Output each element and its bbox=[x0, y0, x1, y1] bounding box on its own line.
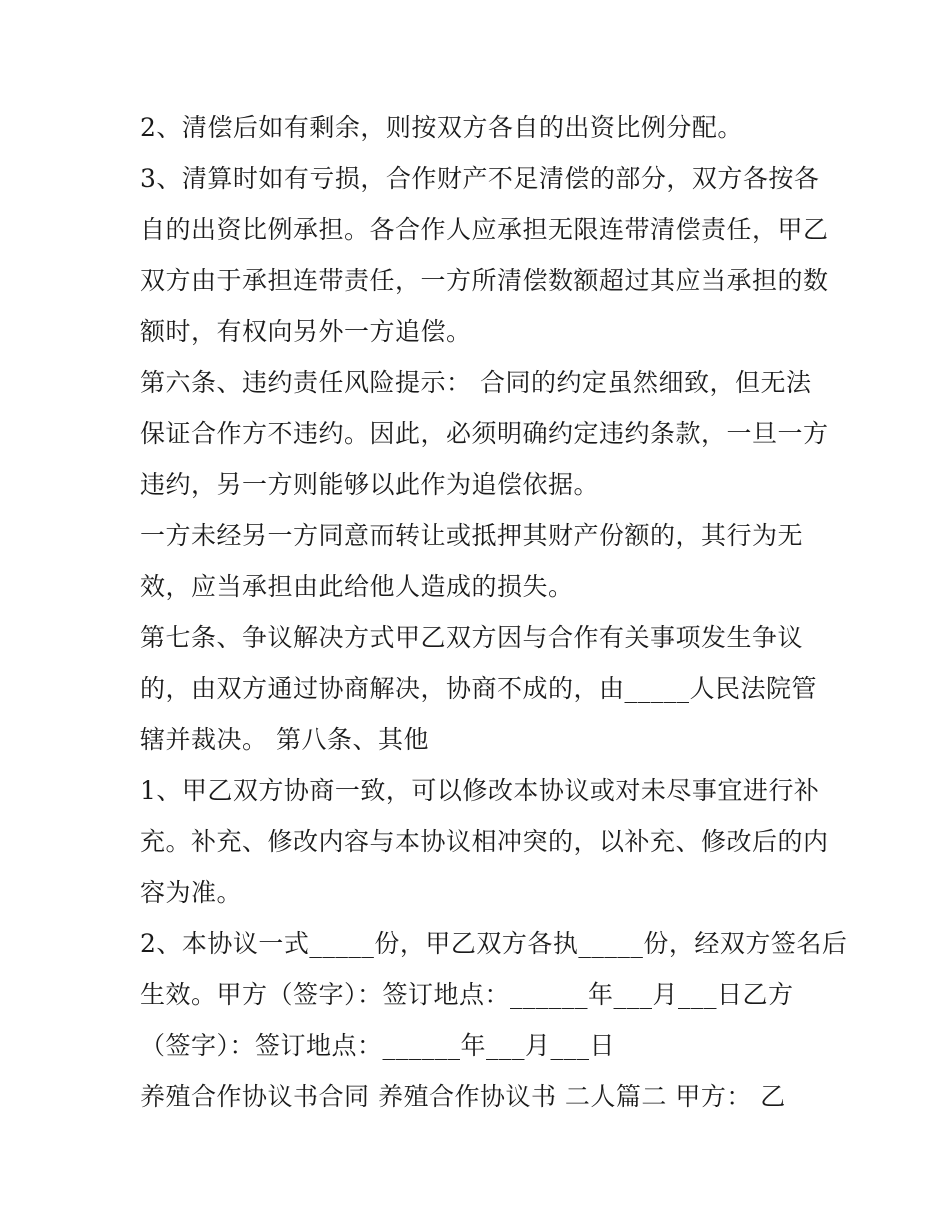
text-line: 充。补充、修改内容与本协议相冲突的，以补充、修改后的内 bbox=[140, 827, 829, 856]
text-line: 辖并裁决。 第八条、其他 bbox=[140, 725, 429, 754]
text-line: 效，应当承担由此给他人造成的损失。 bbox=[140, 572, 574, 601]
text-line: 3、清算时如有亏损，合作财产不足清偿的部分，双方各按各 bbox=[140, 164, 820, 193]
text-line: 养殖合作协议书合同 养殖合作协议书 二人篇二 甲方： 乙 bbox=[140, 1082, 786, 1111]
text-line: 1、甲乙双方协商一致，可以修改本协议或对未尽事宜进行补 bbox=[140, 776, 820, 805]
text-line: 的，由双方通过协商解决，协商不成的，由_____人民法院管 bbox=[140, 674, 818, 703]
text-line: 保证合作方不违约。因此，必须明确约定违约条款，一旦一方 bbox=[140, 419, 829, 448]
text-line: （签字）：签订地点：______年___月___日 bbox=[140, 1031, 616, 1060]
text-line: 第六条、违约责任风险提示： 合同的约定虽然细致，但无法 bbox=[140, 368, 812, 397]
text-line: 生效。甲方（签字）：签订地点：______年___月___日乙方 bbox=[140, 980, 794, 1009]
text-line: 双方由于承担连带责任，一方所清偿数额超过其应当承担的数 bbox=[140, 266, 829, 295]
text-line: 一方未经另一方同意而转让或抵押其财产份额的，其行为无 bbox=[140, 521, 804, 550]
text-line: 额时，有权向另外一方追偿。 bbox=[140, 317, 472, 346]
text-line: 容为准。 bbox=[140, 878, 243, 907]
text-line: 第七条、争议解决方式甲乙双方因与合作有关事项发生争议 bbox=[140, 623, 804, 652]
text-line: 自的出资比例承担。各合作人应承担无限连带清偿责任，甲乙 bbox=[140, 215, 829, 244]
text-line: 2、清偿后如有剩余，则按双方各自的出资比例分配。 bbox=[140, 113, 743, 142]
text-line: 违约，另一方则能够以此作为追偿依据。 bbox=[140, 470, 600, 499]
text-line: 2、本协议一式_____份，甲乙双方各执_____份，经双方签名后 bbox=[140, 929, 848, 958]
